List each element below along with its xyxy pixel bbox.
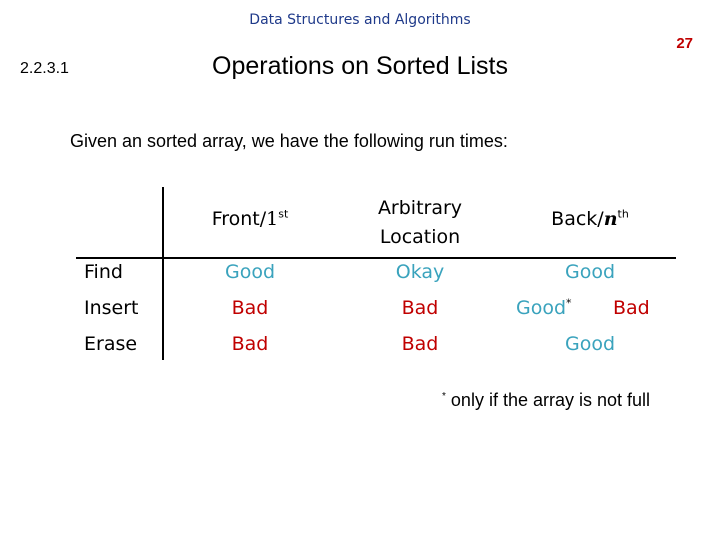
footnote (442, 390, 650, 411)
page-number: 27 (676, 35, 693, 52)
erase-back-value: Good (564, 333, 616, 355)
find-back-value: Good (564, 261, 616, 283)
section-number: 2.2.3.1 (20, 60, 69, 77)
insert-back-good: Good (516, 297, 567, 319)
slide-title: Operations on Sorted Lists (212, 52, 508, 80)
intro-text: Given an sorted array, we have the following run times: (70, 131, 508, 151)
insert-front-value: Bad (231, 297, 269, 319)
row-label-find: Find (84, 261, 123, 283)
insert-back-value (516, 297, 572, 319)
course-header: Data Structures and Algorithms (249, 12, 471, 28)
column-header-front-label: Front/ (211, 208, 267, 230)
column-header-arbitrary-line1: Arbitrary (377, 197, 463, 219)
column-header-back (530, 208, 650, 230)
row-label-erase: Erase (84, 333, 138, 355)
row-label-insert: Insert (84, 297, 139, 319)
find-arbitrary-value: Okay (395, 261, 445, 283)
insert-back-footnote-mark: * (566, 296, 572, 310)
table-horizontal-divider (76, 257, 676, 259)
column-header-back-variable: n (603, 208, 618, 230)
find-front-value: Good (224, 261, 276, 283)
column-header-arbitrary (350, 194, 490, 252)
column-header-back-label: Back/ (551, 208, 604, 230)
footnote-mark: * (442, 391, 446, 402)
insert-back-bad: Bad (613, 297, 650, 319)
column-header-back-sup: th (617, 207, 629, 221)
insert-arbitrary-value: Bad (401, 297, 439, 319)
column-header-front-number: 1 (266, 208, 279, 230)
table-vertical-divider (162, 187, 164, 360)
column-header-front (190, 208, 310, 230)
erase-front-value: Bad (231, 333, 269, 355)
column-header-arbitrary-line2: Location (379, 226, 461, 248)
column-header-front-sup: st (278, 207, 289, 221)
footnote-text: only if the array is not full (450, 390, 651, 410)
erase-arbitrary-value: Bad (401, 333, 439, 355)
